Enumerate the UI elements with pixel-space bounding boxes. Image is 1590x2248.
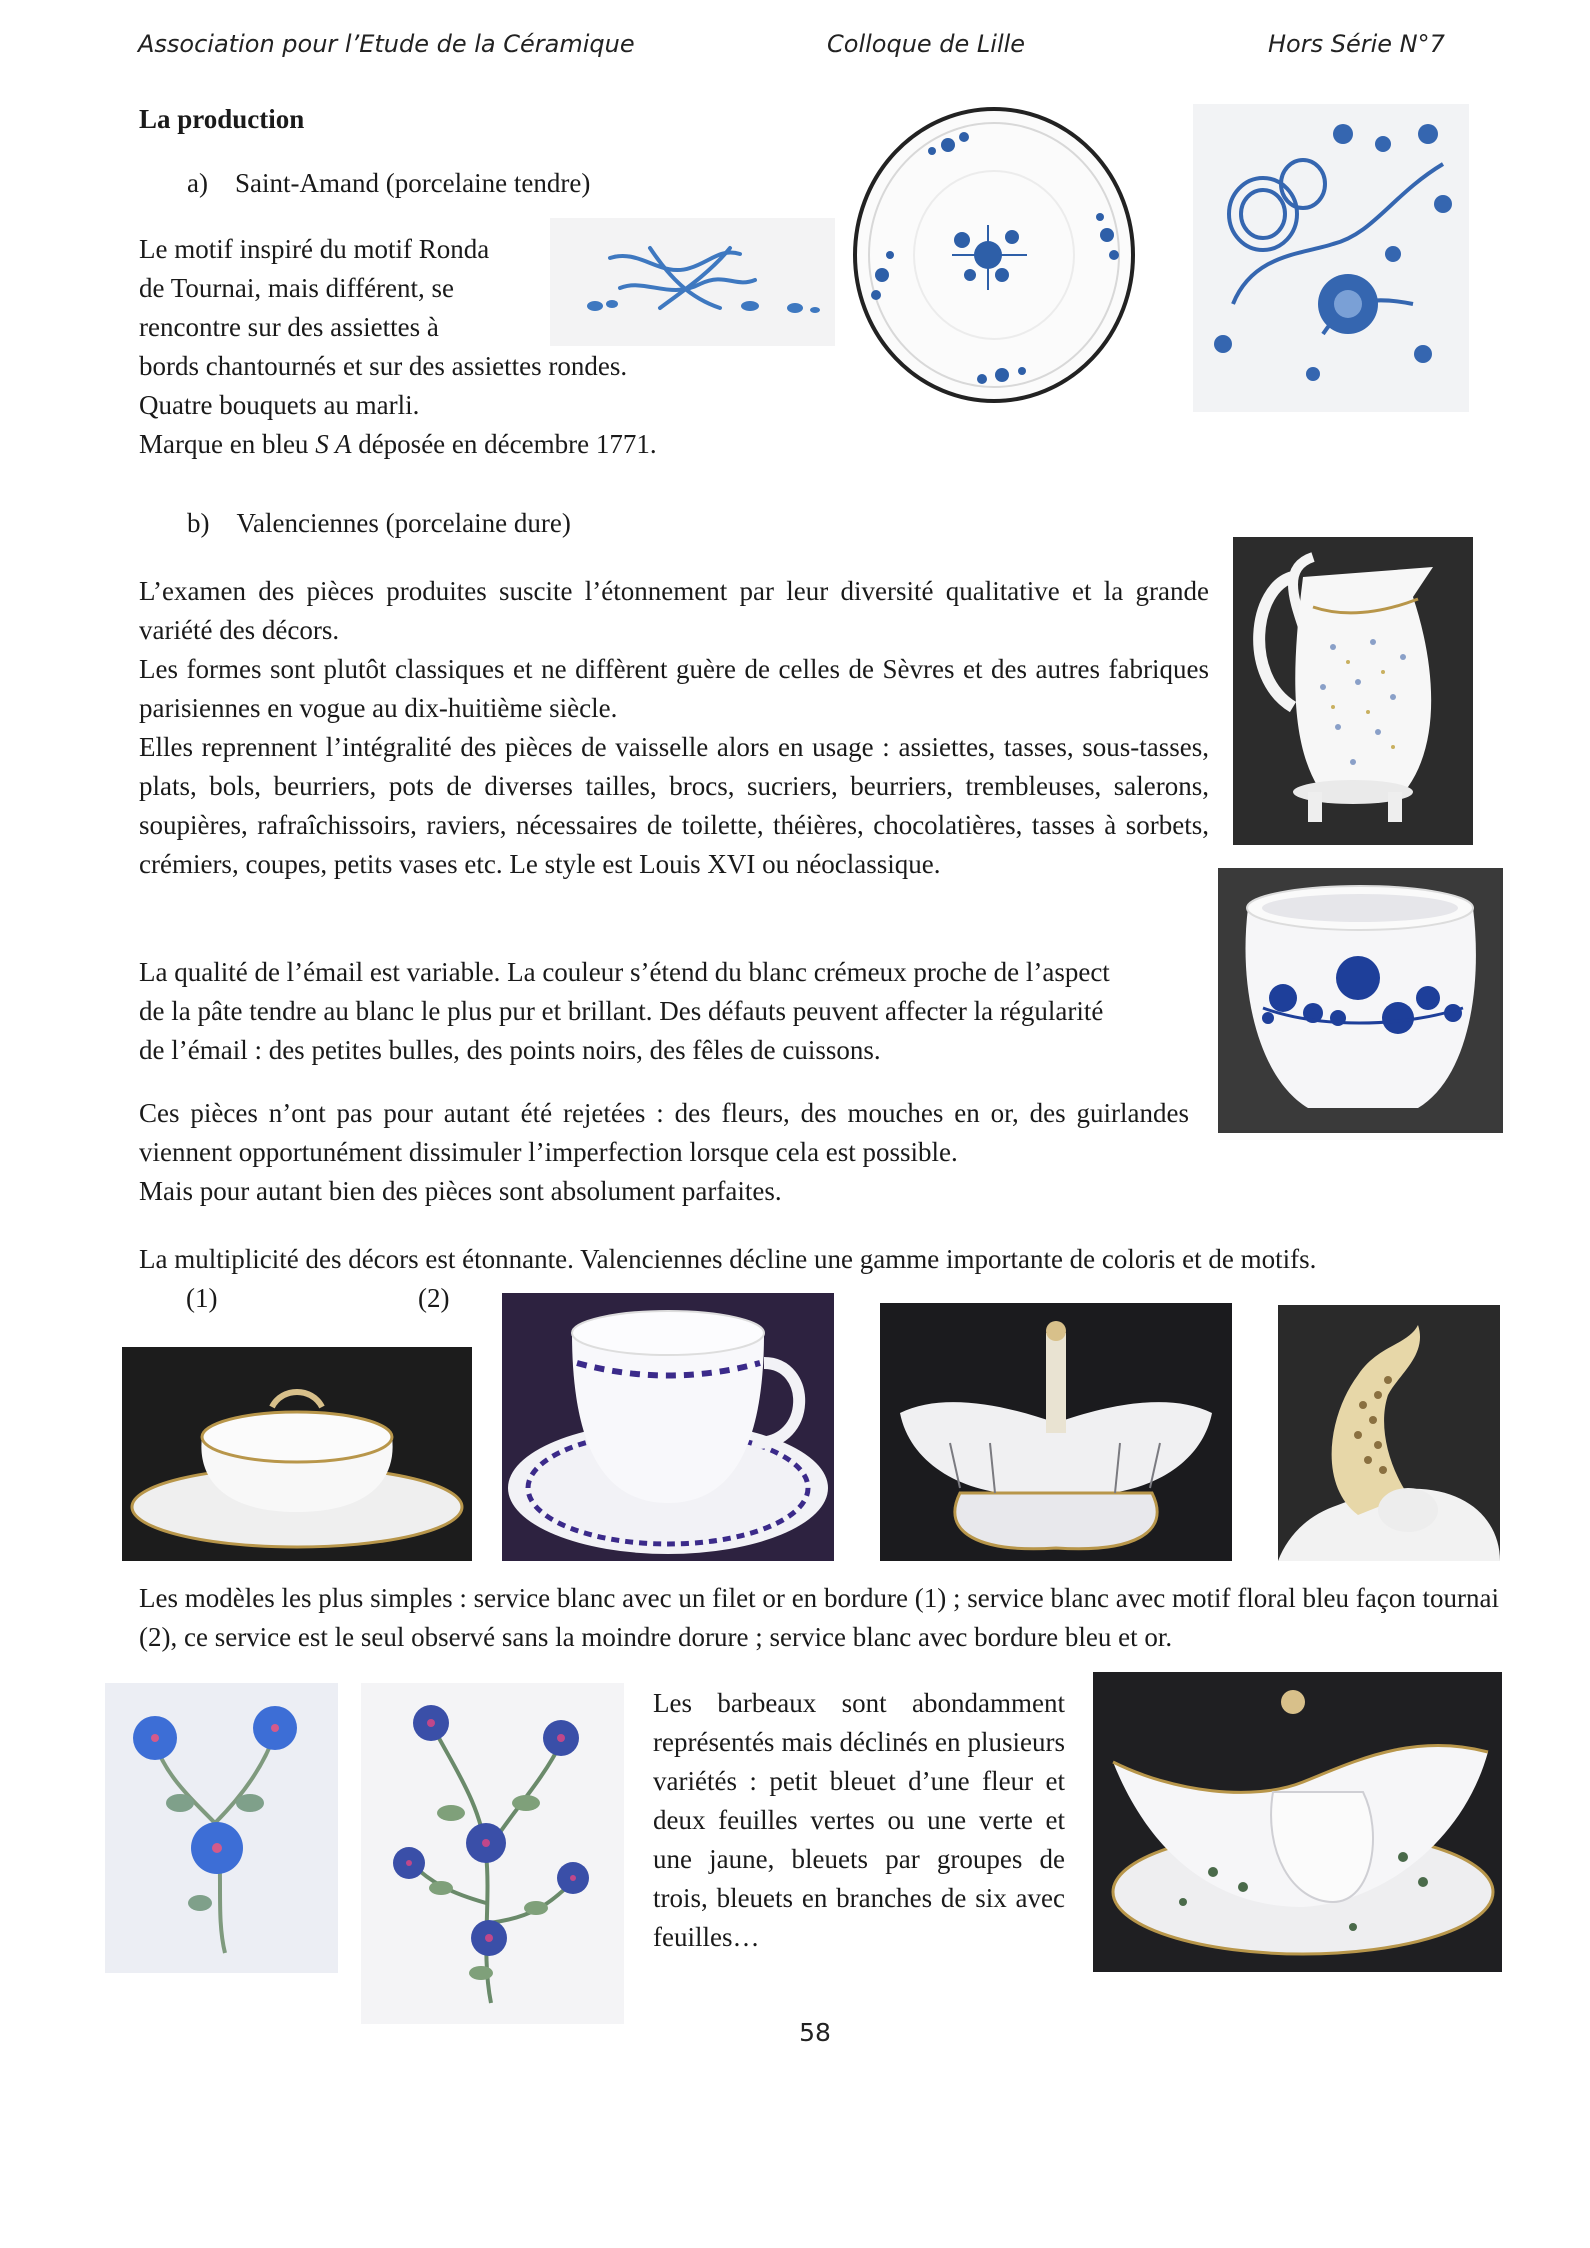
paragraph-modeles-simples: Les modèles les plus simples : service blanc avec un filet or en bordure (1) ; service blanc avec motif floral bleu façon tournai (2), ce service est le seul observé sans la moindre dorure ; service blanc avec bordure bleu et or.	[139, 1583, 1499, 1652]
paragraph-line: de Tournai, mais différent, se	[139, 273, 455, 303]
paragraph-email	[139, 953, 1110, 1070]
plate-detail-drawing	[1193, 104, 1469, 412]
photo-saint-amand-plate	[852, 105, 1137, 405]
mark-sa: S A	[315, 429, 352, 459]
photo-plate-detail	[1193, 104, 1469, 412]
paragraph-parfait: Mais pour autant bien des pièces sont absolument parfaites.	[139, 1176, 782, 1206]
label-2: (2)	[418, 1283, 450, 1313]
plate-drawing	[852, 105, 1137, 405]
photo-single-cornflower	[105, 1683, 338, 1973]
paragraph-pieces: Elles reprennent l’intégralité des pièces de vaisselle alors en usage : assiettes, tasses, sous-tasses, plats, bols, beurriers, pots de diverses tailles, brocs, sucriers, beurriers, trembleuses, salerons, soupières, rafraîchissoirs, raviers, nécessaires de toilette, théières, chocolatières, tasses à sorbets, crémiers, coupes, petits vases etc. Le style est Louis XVI ou néoclassique.	[139, 732, 1209, 879]
paragraph-line: de la pâte tendre au blanc le plus pur et brillant. Des défauts peuvent affecter la régularité	[139, 996, 1104, 1026]
photo-dolphin-handle	[1278, 1305, 1500, 1561]
paragraph-line: de l’émail : des petites bulles, des points noirs, des fêles de cuissons.	[139, 1035, 881, 1065]
dolphin-handle-drawing	[1278, 1305, 1500, 1561]
covered-bowl-drawing	[122, 1347, 472, 1561]
paragraph-line: La qualité de l’émail est variable. La couleur s’étend du blanc crémeux proche de l’aspect	[139, 957, 1110, 987]
double-salt-drawing	[880, 1303, 1232, 1561]
photo-sauce-boat	[1093, 1672, 1502, 1972]
cornflower-branch-drawing	[361, 1683, 624, 2024]
photo-cup-saucer	[502, 1293, 834, 1561]
paragraph-line: bords chantournés et sur des assiettes rondes.	[139, 351, 628, 381]
jug-drawing	[1233, 537, 1473, 845]
photo-double-salt	[880, 1303, 1232, 1561]
mark-suffix: déposée en décembre 1771.	[351, 429, 657, 459]
sauce-boat-drawing	[1093, 1672, 1502, 1972]
cup-saucer-drawing	[502, 1293, 834, 1561]
page-number: 58	[799, 2018, 831, 2047]
pot-drawing	[1218, 868, 1503, 1133]
mark-prefix: Marque en bleu	[139, 429, 316, 459]
single-cornflower-drawing	[105, 1683, 338, 1973]
photo-blue-floral-pot	[1218, 868, 1503, 1133]
photo-cornflower-branch	[361, 1683, 624, 2024]
paragraph-barbeaux: Les barbeaux sont abondamment représentés mais déclinés en plusieurs variétés : petit bleuet d’une fleur et deux feuilles vertes ou une verte et une jaune, bleuets par groupes de trois, bleuets en branches de six avec feuilles…	[653, 1688, 1065, 1952]
photo-sa-mark	[550, 218, 835, 346]
subheading-saint-amand: a) Saint-Amand (porcelaine tendre)	[187, 168, 591, 198]
paragraph-line: Le motif inspiré du motif Ronda	[139, 234, 490, 264]
paragraph-line: Quatre bouquets au marli.	[139, 390, 420, 420]
photo-jug	[1233, 537, 1473, 845]
header-center: Colloque de Lille	[827, 30, 1026, 58]
paragraph-examen: L’examen des pièces produites suscite l’étonnement par leur diversité qualitative et la grande variété des décors.	[139, 576, 1209, 645]
paragraph-rejet: Ces pièces n’ont pas pour autant été rejetées : des fleurs, des mouches en or, des guirlandes viennent opportunément dissimuler l’imperfection lorsque cela est possible.	[139, 1098, 1189, 1167]
photo-covered-bowl	[122, 1347, 472, 1561]
label-1: (1)	[186, 1283, 218, 1313]
paragraph-line: rencontre sur des assiettes à	[139, 312, 439, 342]
mark-line	[139, 425, 657, 464]
section-title: La production	[139, 104, 305, 134]
subheading-valenciennes: b) Valenciennes (porcelaine dure)	[187, 508, 571, 538]
paragraph-formes: Les formes sont plutôt classiques et ne diffèrent guère de celles de Sèvres et des autres fabriques parisiennes en vogue au dix-huitième siècle.	[139, 654, 1209, 723]
paragraph-multiplicite: La multiplicité des décors est étonnante. Valenciennes décline une gamme importante de coloris et de motifs.	[139, 1244, 1317, 1274]
sa-mark-drawing	[550, 218, 835, 346]
header-right: Hors Série N°7	[1268, 30, 1445, 58]
header-left: Association pour l’Etude de la Céramique	[138, 30, 635, 58]
